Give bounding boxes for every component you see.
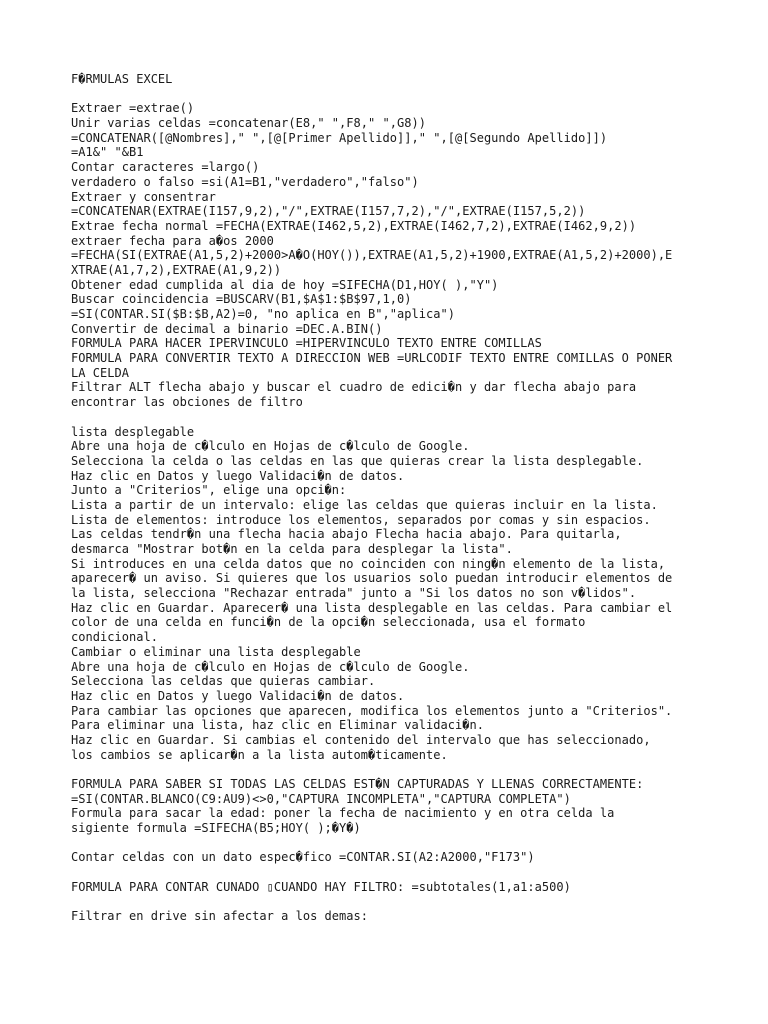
text-line: FORMULA PARA CONTAR CUNADO ▯CUANDO HAY FILTRO: =subtotales(1,a1:a500) — [71, 879, 571, 894]
text-line: Para cambiar las opciones que aparecen, modifica los elementos junto a "Criterios". — [71, 703, 673, 718]
text-line: Abre una hoja de c�lculo en Hojas de c�lculo de Google. — [71, 659, 470, 674]
blank-line — [71, 410, 701, 425]
text-line: Contar celdas con un dato espec�fico =CONTAR.SI(A2:A2000,"F173") — [71, 850, 535, 865]
text-line: extraer fecha para a�os 2000 — [71, 233, 274, 248]
text-line: lista desplegable — [71, 424, 195, 439]
text-line: LA CELDA — [71, 365, 129, 380]
text-line: Haz clic en Guardar. Si cambias el contenido del intervalo que has seleccionado, — [71, 732, 651, 747]
text-line: FORMULA PARA HACER IPERVINCULO =HIPERVINCULO TEXTO ENTRE COMILLAS — [71, 336, 542, 351]
text-line: =CONCATENAR(EXTRAE(I157,9,2),"/",EXTRAE(I157,7,2),"/",EXTRAE(I157,5,2)) — [71, 204, 586, 219]
text-line: Lista de elementos: introduce los elementos, separados por comas y sin espacios. — [71, 512, 651, 527]
text-line: la lista, selecciona "Rechazar entrada" junto a "Si los datos no son v�lidos". — [71, 586, 637, 601]
text-line: Haz clic en Datos y luego Validaci�n de datos. — [71, 468, 405, 483]
text-line: Formula para sacar la edad: poner la fecha de nacimiento y en otra celda la — [71, 806, 615, 821]
text-line: =FECHA(SI(EXTRAE(A1,5,2)+2000>A�O(HOY()),EXTRAE(A1,5,2)+1900,EXTRAE(A1,5,2)+2000),E — [71, 248, 673, 263]
text-line: Haz clic en Guardar. Aparecer� una lista desplegable en las celdas. Para cambiar el — [71, 600, 673, 615]
text-line: Si introduces en una celda datos que no coinciden con ning�n elemento de la lista, — [71, 556, 666, 571]
text-line: Selecciona la celda o las celdas en las que quieras crear la lista desplegable. — [71, 453, 644, 468]
blank-line — [71, 895, 701, 910]
text-line: Contar caracteres =largo() — [71, 160, 260, 175]
text-line: Lista a partir de un intervalo: elige las celdas que quieras incluir en la lista. — [71, 497, 658, 512]
text-line: Cambiar o eliminar una lista desplegable — [71, 644, 361, 659]
text-line: FORMULA PARA SABER SI TODAS LAS CELDAS EST�N CAPTURADAS Y LLENAS CORRECTAMENTE: — [71, 777, 644, 791]
text-line: Filtrar en drive sin afectar a los demas: — [71, 909, 369, 924]
blank-line — [71, 836, 701, 851]
text-line: Obtener edad cumplida al dia de hoy =SIFECHA(D1,HOY( ),"Y") — [71, 277, 499, 292]
text-line: F�RMULAS EXCEL — [71, 72, 173, 86]
text-line: =SI(CONTAR.SI($B:$B,A2)=0, "no aplica en B","aplica") — [71, 307, 455, 321]
text-line: Junto a "Criterios", elige una opci�n: — [71, 483, 347, 498]
text-line: encontrar las obciones de filtro — [71, 395, 303, 410]
text-line: aparecer� un aviso. Si quieres que los usuarios solo puedan introducir elementos de — [71, 571, 673, 586]
text-line: Selecciona las celdas que quieras cambiar. — [71, 674, 376, 689]
text-line: Unir varias celdas =concatenar(E8," ",F8," ",G8)) — [71, 116, 426, 131]
text-line: =CONCATENAR([@Nombres]," ",[@[Primer Apellido]]," ",[@[Segundo Apellido]]) — [71, 130, 608, 145]
text-line: Extraer =extrae() — [71, 101, 195, 116]
blank-line — [71, 87, 701, 102]
text-line: sigiente formula =SIFECHA(B5;HOY( );�Y�) — [71, 821, 361, 836]
text-line: Las celdas tendr�n una flecha hacia abajo Flecha hacia abajo. Para quitarla, — [71, 527, 622, 542]
text-line: Extrae fecha normal =FECHA(EXTRAE(I462,5,2),EXTRAE(I462,7,2),EXTRAE(I462,9,2)) — [71, 218, 637, 233]
text-line: Para eliminar una lista, haz clic en Eliminar validaci�n. — [71, 718, 484, 733]
document-page — [71, 72, 701, 924]
text-line: verdadero o falso =si(A1=B1,"verdadero","falso") — [71, 174, 419, 189]
text-line: FORMULA PARA CONVERTIR TEXTO A DIRECCION WEB =URLCODIF TEXTO ENTRE COMILLAS O PONER — [71, 351, 673, 366]
text-line: Convertir de decimal a binario =DEC.A.BIN() — [71, 321, 383, 336]
blank-line — [71, 762, 701, 777]
text-line: Filtrar ALT flecha abajo y buscar el cuadro de edici�n y dar flecha abajo para — [71, 380, 637, 395]
text-line: XTRAE(A1,7,2),EXTRAE(A1,9,2)) — [71, 262, 282, 277]
text-line: condicional. — [71, 630, 158, 645]
text-line: =A1&" "&B1 — [71, 145, 144, 160]
text-line: desmarca "Mostrar bot�n en la celda para desplegar la lista". — [71, 542, 513, 556]
text-line: color de una celda en funci�n de la opci�n seleccionada, usa el formato — [71, 615, 586, 630]
text-line: Extraer y consentrar — [71, 189, 216, 204]
text-line: Buscar coincidencia =BUSCARV(B1,$A$1:$B$97,1,0) — [71, 292, 412, 307]
blank-line — [71, 865, 701, 880]
text-line: Haz clic en Datos y luego Validaci�n de datos. — [71, 688, 405, 703]
text-line: =SI(CONTAR.BLANCO(C9:AU9)<>0,"CAPTURA INCOMPLETA","CAPTURA COMPLETA") — [71, 791, 571, 806]
text-line: Abre una hoja de c�lculo en Hojas de c�lculo de Google. — [71, 439, 470, 454]
text-line: los cambios se aplicar�n a la lista autom�ticamente. — [71, 747, 448, 762]
